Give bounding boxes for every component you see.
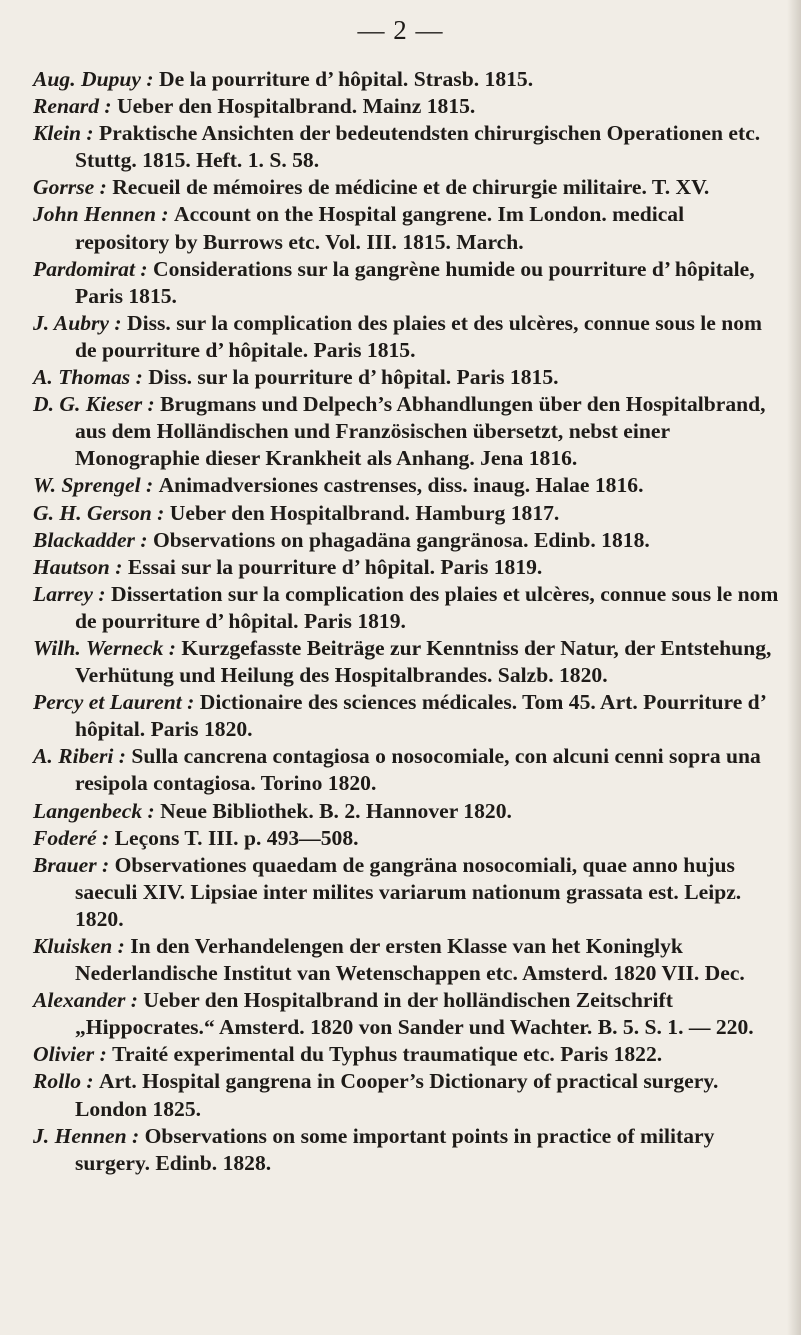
- reference-entry: [33, 364, 783, 391]
- reference-entry: [33, 472, 783, 499]
- reference-author: Blackadder :: [33, 527, 148, 552]
- reference-text: Praktische Ansichten der bedeutendsten chirurgischen Operationen etc. Stuttg. 1815. Heft. 1. S. 58.: [75, 121, 761, 173]
- reference-entry: [33, 635, 783, 689]
- reference-text: Recueil de mémoires de médicine et de chirurgie militaire. T. XV.: [112, 175, 710, 200]
- reference-text: Essai sur la pourriture d’ hôpital. Paris 1819.: [127, 554, 543, 579]
- reference-entry: [33, 743, 783, 797]
- reference-text: Traité experimental du Typhus traumatique etc. Paris 1822.: [112, 1042, 663, 1067]
- reference-text: Diss. sur la complication des plaies et des ulcères, connue sous le nom de pourriture d’ hôpitale. Paris 1815.: [75, 310, 763, 362]
- reference-text: Animadversiones castrenses, diss. inaug. Halae 1816.: [158, 473, 644, 498]
- reference-author: G. H. Gerson :: [33, 500, 165, 525]
- reference-text: Neue Bibliothek. B. 2. Hannover 1820.: [160, 798, 512, 823]
- reference-author: Langenbeck :: [33, 798, 155, 823]
- reference-entry: [33, 581, 783, 635]
- reference-author: Gorrse :: [33, 175, 107, 200]
- reference-entry: [33, 66, 783, 93]
- reference-author: Foderé :: [33, 825, 110, 850]
- reference-author: A. Thomas :: [33, 365, 143, 390]
- reference-text: Sulla cancrena contagiosa o nosocomiale, con alcuni cenni sopra una resipola contagiosa. Torino 1820.: [75, 744, 761, 796]
- reference-author: Larrey :: [33, 581, 106, 606]
- reference-entry: [33, 391, 783, 472]
- reference-entry: [33, 120, 783, 174]
- reference-entry: [33, 1041, 783, 1068]
- reference-text: Ueber den Hospitalbrand. Mainz 1815.: [117, 94, 476, 119]
- page-number: — 2 —: [357, 15, 444, 45]
- reference-text: Ueber den Hospitalbrand. Hamburg 1817.: [169, 500, 560, 525]
- reference-text: Art. Hospital gangrena in Cooper’s Dictionary of practical surgery. London 1825.: [75, 1069, 719, 1121]
- reference-text: In den Verhandelengen der ersten Klasse van het Koninglyk Nederlandische Institut van Wetenschappen etc. Amsterd. 1820 VII. Dec.: [75, 934, 745, 986]
- reference-author: John Hennen :: [33, 202, 169, 227]
- reference-author: Pardomirat :: [33, 256, 148, 281]
- reference-author: Klein :: [33, 121, 94, 146]
- reference-author: D. G. Kieser :: [33, 392, 155, 417]
- reference-entry: [33, 933, 783, 987]
- reference-author: Alexander :: [33, 988, 138, 1013]
- page-edge-shadow: [787, 0, 801, 1335]
- reference-text: Leçons T. III. p. 493—508.: [114, 825, 359, 850]
- reference-entry: [33, 987, 783, 1041]
- reference-text: Dissertation sur la complication des plaies et ulcères, connue sous le nom de pourriture d’ hôpital. Paris 1819.: [75, 581, 779, 633]
- reference-entry: [33, 554, 783, 581]
- reference-entry: [33, 527, 783, 554]
- reference-entry: [33, 825, 783, 852]
- reference-author: J. Aubry :: [33, 310, 122, 335]
- reference-text: De la pourriture d’ hôpital. Strasb. 1815.: [159, 67, 534, 91]
- reference-author: Olivier :: [33, 1042, 107, 1067]
- reference-author: J. Hennen :: [33, 1123, 140, 1148]
- reference-author: Kluisken :: [33, 934, 125, 958]
- reference-entry: [33, 256, 783, 310]
- reference-author: Rollo :: [33, 1069, 94, 1094]
- reference-text: Observationes quaedam de gangräna nosocomiali, quae anno hujus saeculi XIV. Lipsiae inter milites variarum nationum grassata est. Leipz. 1820.: [75, 852, 742, 931]
- reference-entry: [33, 689, 783, 743]
- reference-entry: [33, 174, 783, 201]
- reference-author: Hautson :: [33, 554, 123, 579]
- reference-author: W. Sprengel :: [33, 473, 154, 498]
- reference-text: Observations on phagadäna gangränosa. Edinb. 1818.: [152, 527, 650, 552]
- reference-author: A. Riberi :: [33, 744, 126, 769]
- reference-entry: [33, 798, 783, 825]
- reference-text: Observations on some important points in practice of military surgery. Edinb. 1828.: [75, 1123, 715, 1175]
- reference-text: Dictionaire des sciences médicales. Tom 45. Art. Pourriture d’ hôpital. Paris 1820.: [75, 690, 766, 742]
- reference-entry: [33, 310, 783, 364]
- reference-entry: [33, 1123, 783, 1177]
- reference-text: Diss. sur la pourriture d’ hôpital. Paris 1815.: [148, 365, 559, 390]
- reference-text: Account on the Hospital gangrene. Im London. medical repository by Burrows etc. Vol. III. 1815. March.: [75, 202, 685, 254]
- reference-entry: [33, 93, 783, 120]
- reference-author: Aug. Dupuy :: [33, 67, 154, 91]
- reference-author: Wilh. Werneck :: [33, 635, 176, 660]
- reference-text: Ueber den Hospitalbrand in der holländischen Zeitschrift „Hippocrates.“ Amsterd. 1820 von Sander und Wachter. B. 5. S. 1. — 220.: [75, 988, 754, 1040]
- reference-text: Kurzgefasste Beiträge zur Kenntniss der Natur, der Entstehung, Verhütung und Heilung des Hospitalbrandes. Salzb. 1820.: [75, 635, 772, 688]
- reference-text: Brugmans und Delpech’s Abhandlungen über den Hospitalbrand, aus dem Holländischen und Französischen übersetzt, nebst einer Monographie dieser Krankheit als Anhang. Jena 1816.: [75, 392, 766, 471]
- reference-author: Brauer :: [33, 852, 110, 877]
- reference-author: Renard :: [33, 94, 112, 119]
- reference-list: [33, 66, 783, 1177]
- reference-entry: [33, 500, 783, 527]
- reference-text: Considerations sur la gangrène humide ou pourriture d’ hôpitale, Paris 1815.: [75, 256, 755, 308]
- reference-entry: [33, 852, 783, 933]
- reference-entry: [33, 1068, 783, 1122]
- reference-entry: [33, 201, 783, 255]
- reference-author: Percy et Laurent :: [33, 690, 195, 715]
